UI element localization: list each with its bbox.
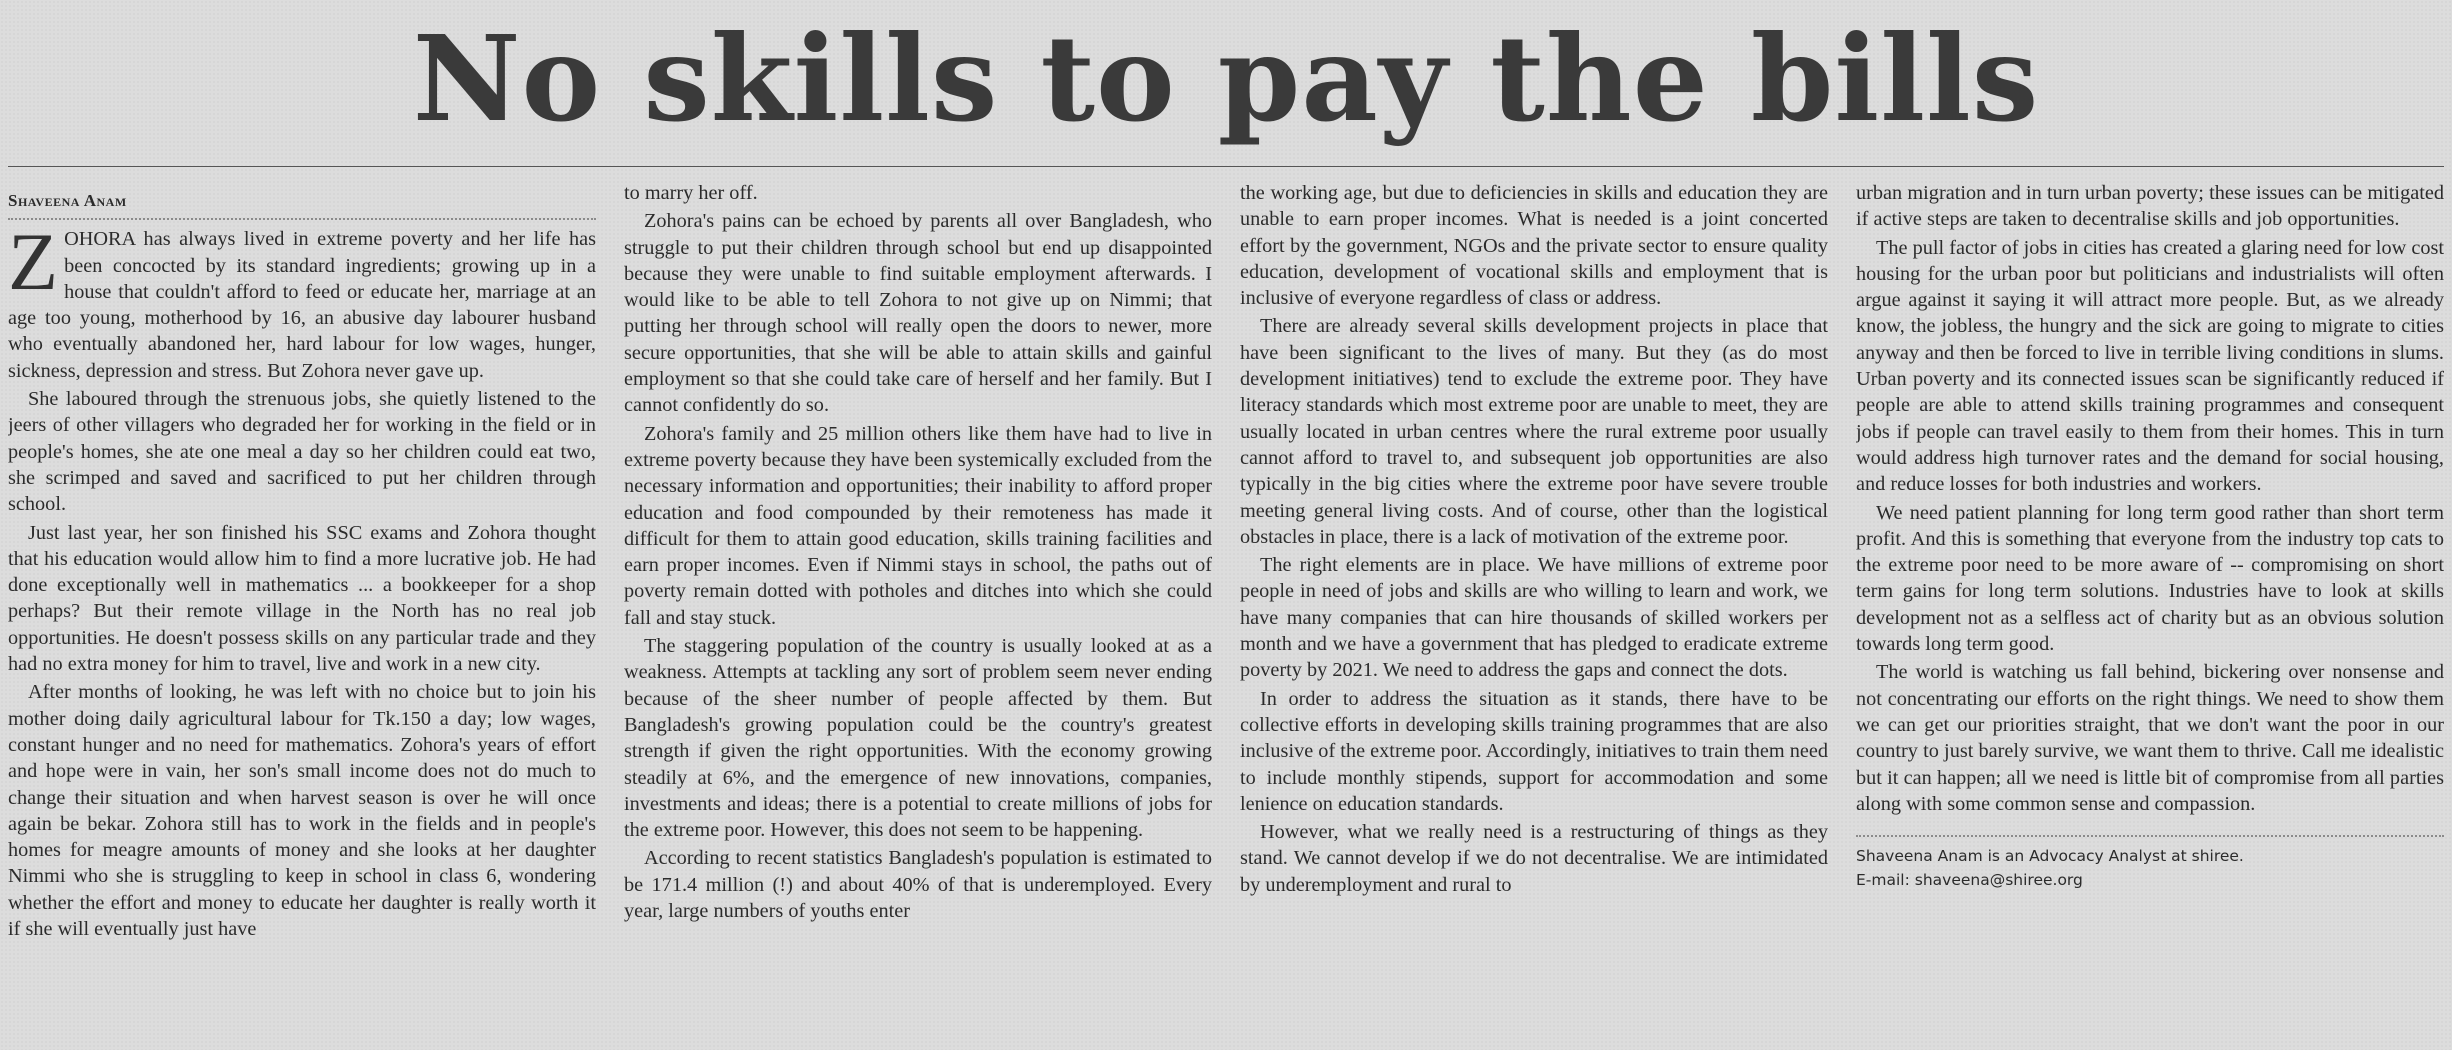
paragraph: The world is watching us fall behind, bickering over nonsense and not concentrating our efforts on the right things. We need to show them we can get our priorities straight, that we don't want the poor in our country to just barely survive, we want them to thrive. Call me idealistic but it can happen; all we need is little bit of compromise from all parties along with some common sense and compassion. — [1856, 661, 2444, 815]
column-4 — [1856, 180, 2444, 1045]
author-note: Shaveena Anam is an Advocacy Analyst at shiree. — [1856, 847, 2244, 866]
author-email: E-mail: shaveena@shiree.org — [1856, 871, 2083, 890]
paragraph: The staggering population of the country is usually looked at as a weakness. Attempts at tackling any sort of problem seem never ending because of the sheer number of people affected by them. But Bangladesh's growing population could be the country's greatest strength if given the right opportunities. With the economy growing steadily at 6%, and the emergence of new innovations, companies, investments and ideas; there is a potential to create millions of jobs for the extreme poor. However, this does not seem to be happening. — [624, 635, 1212, 842]
paragraph: to marry her off. — [624, 182, 758, 204]
article-body — [8, 180, 2444, 1045]
paragraph: In order to address the situation as it stands, there have to be collective efforts in developing skills training programmes that are also inclusive of the extreme poor. Accordingly, initiatives to train them need to include monthly stipends, support for accommodation and some lenience on education standards. — [1240, 687, 1828, 815]
column-2 — [624, 180, 1212, 1045]
paragraph: We need patient planning for long term good rather than short term profit. And this is something that everyone from the industry top cats to the extreme poor need to be more aware of -- compromising on short term gains for long term solutions. Industries have to look at skills development not as a selfless act of charity but as an obvious solution towards long term good. — [1856, 501, 2444, 656]
paragraph: Zohora's pains can be echoed by parents all over Bangladesh, who struggle to put their children through school but end up disappointed because they were unable to find suitable employment afterwards. I would like to be able to tell Zohora to not give up on Nimmi; that putting her through school will really open the doors to newer, more secure opportunities, that she will be able to attain skills and gainful employment so that she could take care of herself and her family. But I cannot confidently do so. — [624, 210, 1212, 417]
column-1 — [8, 180, 596, 1045]
paragraph: Zohora's family and 25 million others like them have had to live in extreme poverty because they have been systemically excluded from the necessary information and opportunities; their inability to afford proper education and food compounded by their remoteness has made it difficult for them to attain good education, skills training facilities and earn proper incomes. Even if Nimmi stays in school, the paths out of poverty remain dotted with potholes and ditches into which she could fall and stay stuck. — [624, 422, 1212, 629]
paragraph: There are already several skills development projects in place that have been significant to the lives of many. But they (as do most development initiatives) tend to exclude the extreme poor. They have literacy standards which most extreme poor are unable to meet, they are usually located in urban centres where the rural extreme poor usually cannot afford to travel to, and subsequent job opportunities are also typically in the big cities where the extreme poor have severe trouble meeting general living costs. And of course, other than the logistical obstacles in place, there is a lack of motivation of the extreme poor. — [1240, 315, 1828, 548]
paragraph: Just last year, her son finished his SSC exams and Zohora thought that his education would allow him to find a more lucrative job. He had done exceptionally well in mathematics ... a bookkeeper for a shop perhaps? But their remote village in the North has no real job opportunities. He doesn't possess skills on any particular trade and they had no extra money for him to travel, live and work in a new city. — [8, 521, 596, 676]
headline: No skills to pay the bills — [412, 9, 2040, 148]
paragraph: urban migration and in turn urban poverty; these issues can be mitigated if active steps are taken to decentralise skills and job opportunities. — [1856, 182, 2444, 231]
lead-paragraph: ZOHORA has always lived in extreme poverty and her life has been concocted by its standard ingredients; growing up in a house that couldn't afford to feed or educate her, marriage at an age too young, motherhood by 16, an abusive day labourer husband who eventually abandoned her, hard labour for low wages, hunger, sickness, depression and stress. But Zohora never gave up. — [8, 216, 596, 382]
column-3 — [1240, 180, 1828, 1045]
paragraph: the working age, but due to deficiencies in skills and education they are unable to earn proper incomes. What is needed is a joint concerted effort by the government, NGOs and the private sector to ensure quality education, development of vocational skills and employment that is inclusive of everyone regardless of class or address. — [1240, 182, 1828, 310]
headline-rule — [8, 166, 2444, 167]
paragraph: She laboured through the strenuous jobs, she quietly listened to the jeers of other villagers who degraded her for working in the field or in people's homes, she ate one meal a day so her children could eat two, she scrimped and saved and sacrificed to put her children through school. — [8, 388, 596, 516]
byline: Shaveena Anam — [8, 188, 596, 220]
paragraph: The right elements are in place. We have millions of extreme poor people in need of jobs and skills are who willing to learn and work, we have many companies that can hire thousands of skilled workers per month and we have a government that has pledged to eradicate extreme poverty by 2021. We need to address the gaps and connect the dots. — [1240, 554, 1828, 682]
paragraph: According to recent statistics Bangladesh's population is estimated to be 171.4 million (!) and about 40% of that is underemployed. Every year, large numbers of youths enter — [624, 847, 1212, 923]
paragraph: The pull factor of jobs in cities has created a glaring need for low cost housing for the urban poor but politicians and industrialists will often argue against it saying it will attract more people. But, as we already know, the jobless, the hungry and the sick are going to migrate to cities anyway and then be forced to live in terrible living conditions in slums. Urban poverty and its connected issues scan be significantly reduced if people are able to attend skills training programmes and consequent jobs if people can travel easily to them from their homes. This in turn would address high turnover rates and the demand for social housing, and reduce losses for both industries and workers. — [1856, 236, 2444, 496]
footnote-divider — [1856, 835, 2444, 837]
paragraph: However, what we really need is a restructuring of things as they stand. We cannot develop if we do not decentralise. We are intimidated by underemployment and rural to — [1240, 821, 1828, 896]
paragraph: After months of looking, he was left with no choice but to join his mother doing daily agricultural labour for Tk.150 a day; low wages, constant hunger and no need for mathematics. Zohora's years of effort and hope were in vain, her son's small income does not do much to change their situation and when harvest season is over he will once again be bekar. Zohora still has to work in the fields and in people's homes for meagre amounts of money and she looks at her daughter Nimmi who she is struggling to keep in school in class 6, wondering whether the effort and money to educate her daughter is really worth it if she will eventually just have — [8, 681, 596, 941]
